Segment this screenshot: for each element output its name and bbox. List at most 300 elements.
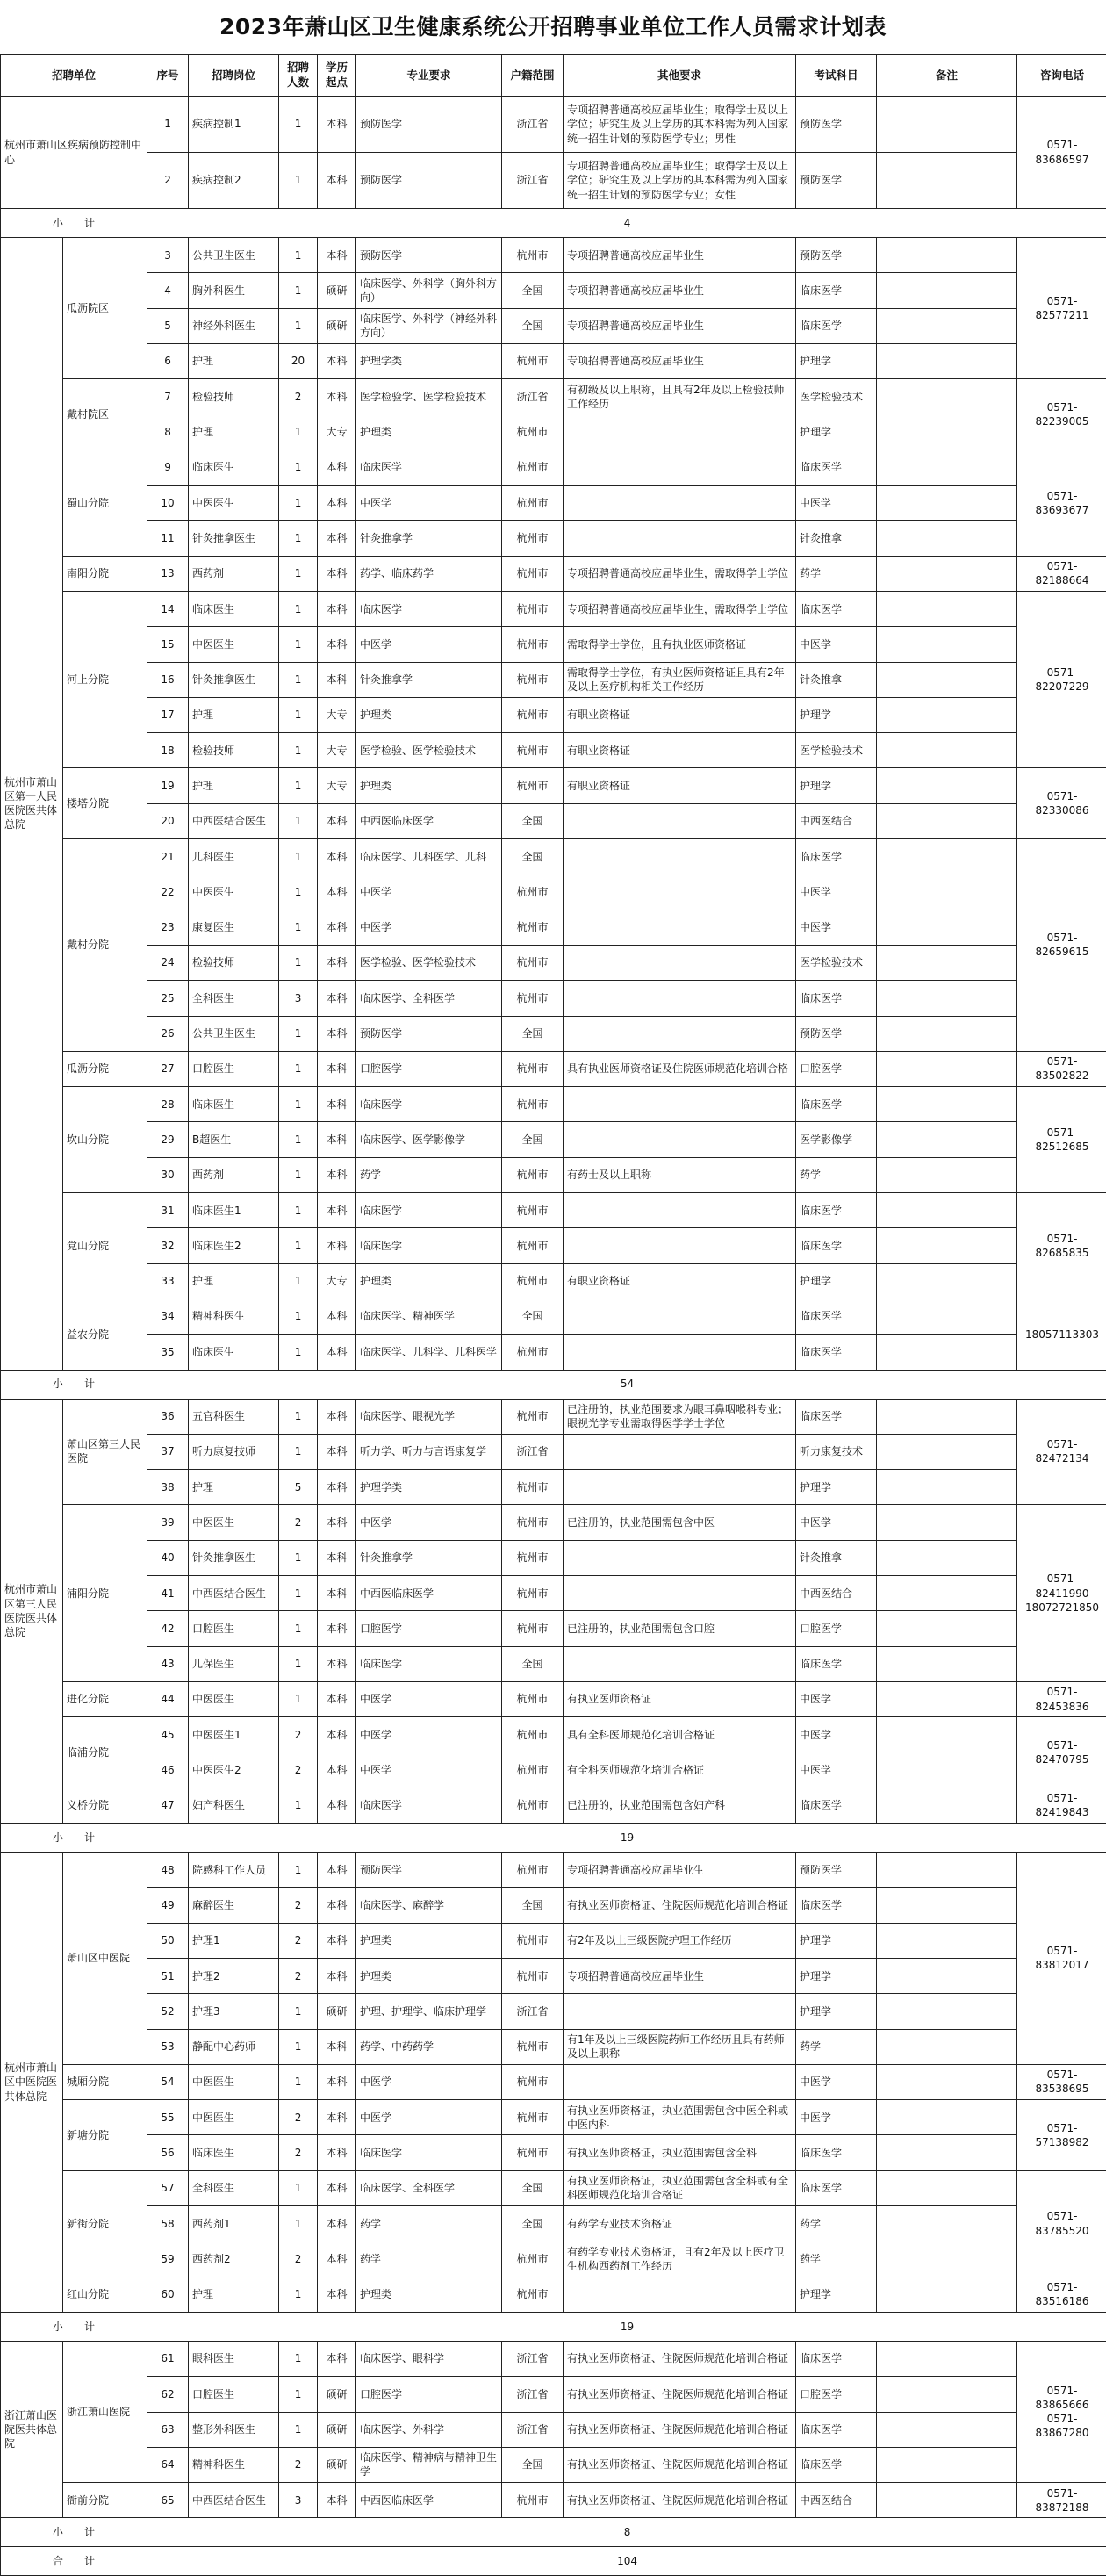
row-education: 本科 <box>318 2483 356 2518</box>
row-exam: 临床医学 <box>796 1228 877 1263</box>
row-note <box>877 1228 1017 1263</box>
row-number: 31 <box>147 1193 189 1228</box>
table-row <box>1 1087 1106 1122</box>
row-position: 护理 <box>189 1470 279 1505</box>
row-number: 56 <box>147 2135 189 2170</box>
header-count: 招聘人数 <box>279 55 318 97</box>
row-household: 杭州市 <box>502 238 564 273</box>
row-exam: 临床医学 <box>796 981 877 1016</box>
row-position: 麻醉医生 <box>189 1888 279 1923</box>
row-major: 临床医学、全科医学 <box>356 2170 502 2205</box>
row-position: 临床医生2 <box>189 1228 279 1263</box>
row-household: 杭州市 <box>502 733 564 768</box>
table-row <box>1 1335 1106 1370</box>
row-other-requirements <box>564 450 796 485</box>
contact-phone: 0571-83785520 <box>1017 2170 1106 2277</box>
row-count: 1 <box>279 2206 318 2241</box>
row-household: 杭州市 <box>502 2135 564 2170</box>
table-row <box>1 379 1106 414</box>
row-count: 2 <box>279 1717 318 1752</box>
row-count: 1 <box>279 627 318 662</box>
row-household: 杭州市 <box>502 2064 564 2099</box>
row-number: 55 <box>147 2100 189 2135</box>
row-count: 2 <box>279 2447 318 2482</box>
row-exam: 中西医结合 <box>796 2483 877 2518</box>
sub-unit-name: 红山分院 <box>63 2277 147 2312</box>
row-exam: 中西医结合 <box>796 1575 877 1610</box>
row-number: 5 <box>147 308 189 343</box>
row-education: 本科 <box>318 1575 356 1610</box>
contact-phone: 0571-83865666 0571-83867280 <box>1017 2341 1106 2482</box>
row-household: 浙江省 <box>502 1434 564 1469</box>
row-household: 杭州市 <box>502 1958 564 1993</box>
contact-phone: 0571-82685835 <box>1017 1193 1106 1299</box>
table-row <box>1 1263 1106 1299</box>
table-row <box>1 1193 1106 1228</box>
row-exam: 针灸推拿 <box>796 662 877 697</box>
row-other-requirements: 需取得学士学位，有执业医师资格证且具有2年及以上医疗机构相关工作经历 <box>564 662 796 697</box>
row-household: 全国 <box>502 2447 564 2482</box>
row-exam: 临床医学 <box>796 1299 877 1334</box>
row-note <box>877 2277 1017 2312</box>
table-row <box>1 414 1106 450</box>
row-other-requirements <box>564 1299 796 1334</box>
unit-name: 浙江萧山医院医共体总院 <box>1 2341 63 2517</box>
row-major: 护理类 <box>356 1958 502 1993</box>
row-exam: 医学影像学 <box>796 1122 877 1157</box>
row-note <box>877 2100 1017 2135</box>
row-position: 口腔医生 <box>189 1611 279 1646</box>
contact-phone: 0571-82207229 <box>1017 591 1106 767</box>
row-major: 中医学 <box>356 910 502 945</box>
row-position: 疾病控制2 <box>189 153 279 209</box>
row-other-requirements <box>564 1122 796 1157</box>
row-note <box>877 1157 1017 1192</box>
row-major: 临床医学、精神病与精神卫生学 <box>356 2447 502 2482</box>
row-position: 中医医生 <box>189 1681 279 1716</box>
row-other-requirements <box>564 2277 796 2312</box>
contact-phone: 0571-83686597 <box>1017 97 1106 209</box>
subtotal-value: 4 <box>147 209 1106 238</box>
row-other-requirements: 已注册的，执业范围要求为眼耳鼻咽喉科专业；眼视光学专业需取得医学学士学位 <box>564 1399 796 1434</box>
row-exam: 临床医学 <box>796 1193 877 1228</box>
row-exam: 预防医学 <box>796 97 877 153</box>
row-exam: 护理学 <box>796 697 877 732</box>
row-household: 全国 <box>502 1888 564 1923</box>
row-position: 儿科医生 <box>189 839 279 874</box>
row-major: 临床医学、外科学（胸外科方向） <box>356 273 502 308</box>
row-exam: 临床医学 <box>796 1788 877 1823</box>
row-position: 胸外科医生 <box>189 273 279 308</box>
sub-unit-name: 浙江萧山医院 <box>63 2341 147 2482</box>
row-number: 52 <box>147 1994 189 2029</box>
row-education: 本科 <box>318 1611 356 1646</box>
row-count: 1 <box>279 1399 318 1434</box>
row-education: 本科 <box>318 556 356 591</box>
row-exam: 临床医学 <box>796 1646 877 1681</box>
row-household: 杭州市 <box>502 627 564 662</box>
row-note <box>877 981 1017 1016</box>
table-row <box>1 839 1106 874</box>
row-number: 58 <box>147 2206 189 2241</box>
row-household: 杭州市 <box>502 486 564 521</box>
row-position: 护理 <box>189 414 279 450</box>
subtotal-label: 小 计 <box>1 2312 147 2341</box>
row-education: 本科 <box>318 874 356 910</box>
table-row <box>1 1051 1106 1086</box>
row-education: 本科 <box>318 2100 356 2135</box>
row-position: 护理 <box>189 343 279 378</box>
contact-phone: 0571-83502822 <box>1017 1051 1106 1086</box>
table-row <box>1 153 1106 209</box>
row-education: 硕研 <box>318 2447 356 2482</box>
table-row <box>1 273 1106 308</box>
row-exam: 药学 <box>796 2241 877 2277</box>
row-major: 中医学 <box>356 874 502 910</box>
row-number: 63 <box>147 2412 189 2447</box>
row-education: 本科 <box>318 153 356 209</box>
row-count: 1 <box>279 2277 318 2312</box>
row-position: 中西医结合医生 <box>189 1575 279 1610</box>
row-other-requirements: 有初级及以上职称，且具有2年及以上检验技师工作经历 <box>564 379 796 414</box>
sub-unit-name: 衙前分院 <box>63 2483 147 2518</box>
row-count: 1 <box>279 839 318 874</box>
row-major: 护理类 <box>356 697 502 732</box>
sub-unit-name: 义桥分院 <box>63 1788 147 1823</box>
row-household: 杭州市 <box>502 1051 564 1086</box>
row-position: 院感科工作人员 <box>189 1853 279 1888</box>
row-major: 临床医学、眼视光学 <box>356 1399 502 1434</box>
row-major: 药学 <box>356 1157 502 1192</box>
row-education: 本科 <box>318 2241 356 2277</box>
row-exam: 药学 <box>796 556 877 591</box>
row-other-requirements: 专项招聘普通高校应届毕业生 <box>564 343 796 378</box>
row-education: 本科 <box>318 1470 356 1505</box>
row-household: 杭州市 <box>502 981 564 1016</box>
row-other-requirements <box>564 1087 796 1122</box>
row-other-requirements: 有药学专业技术资格证 <box>564 2206 796 2241</box>
row-position: 检验技师 <box>189 945 279 980</box>
row-major: 中医学 <box>356 486 502 521</box>
row-exam: 医学检验技术 <box>796 379 877 414</box>
row-major: 临床医学、精神医学 <box>356 1299 502 1334</box>
row-education: 本科 <box>318 1853 356 1888</box>
row-number: 6 <box>147 343 189 378</box>
row-note <box>877 2447 1017 2482</box>
row-note <box>877 803 1017 838</box>
row-other-requirements: 有2年及以上三级医院护理工作经历 <box>564 1923 796 1958</box>
sub-unit-name: 瓜沥分院 <box>63 1051 147 1086</box>
row-major: 临床医学 <box>356 450 502 485</box>
row-major: 中西医临床医学 <box>356 1575 502 1610</box>
row-education: 本科 <box>318 2170 356 2205</box>
row-number: 15 <box>147 627 189 662</box>
row-other-requirements <box>564 1016 796 1051</box>
row-major: 护理、护理学、临床护理学 <box>356 1994 502 2029</box>
row-exam: 药学 <box>796 2206 877 2241</box>
row-other-requirements: 专项招聘普通高校应届毕业生，需取得学士学位 <box>564 591 796 626</box>
contact-phone: 0571-82453836 <box>1017 1681 1106 1716</box>
table-row <box>1 768 1106 803</box>
row-education: 本科 <box>318 521 356 556</box>
row-major: 护理学类 <box>356 1470 502 1505</box>
row-major: 临床医学、眼科学 <box>356 2341 502 2376</box>
row-position: 临床医生 <box>189 450 279 485</box>
sub-unit-name: 楼塔分院 <box>63 768 147 839</box>
row-position: 临床医生 <box>189 1335 279 1370</box>
row-education: 本科 <box>318 803 356 838</box>
total-label: 合 计 <box>1 2547 147 2576</box>
subtotal-value: 19 <box>147 2312 1106 2341</box>
table-row <box>1 2029 1106 2064</box>
row-note <box>877 2241 1017 2277</box>
row-number: 35 <box>147 1335 189 1370</box>
row-note <box>877 1923 1017 1958</box>
row-number: 29 <box>147 1122 189 1157</box>
row-education: 本科 <box>318 97 356 153</box>
row-position: 整形外科医生 <box>189 2412 279 2447</box>
row-other-requirements <box>564 1335 796 1370</box>
table-row <box>1 1505 1106 1540</box>
contact-phone: 0571-82577211 <box>1017 238 1106 379</box>
sub-unit-name: 新塘分院 <box>63 2100 147 2171</box>
row-major: 护理类 <box>356 768 502 803</box>
subtotal-value: 19 <box>147 1824 1106 1853</box>
row-note <box>877 379 1017 414</box>
table-row <box>1 697 1106 732</box>
row-exam: 临床医学 <box>796 1888 877 1923</box>
row-note <box>877 414 1017 450</box>
row-number: 24 <box>147 945 189 980</box>
table-row <box>1 1788 1106 1823</box>
row-major: 临床医学 <box>356 1646 502 1681</box>
row-education: 大专 <box>318 1263 356 1299</box>
row-count: 1 <box>279 273 318 308</box>
row-other-requirements <box>564 945 796 980</box>
contact-phone: 0571-82330086 <box>1017 768 1106 839</box>
row-position: 静配中心药师 <box>189 2029 279 2064</box>
contact-phone: 0571-82239005 <box>1017 379 1106 450</box>
row-major: 中医学 <box>356 1681 502 1716</box>
row-education: 硕研 <box>318 2412 356 2447</box>
row-major: 中医学 <box>356 1505 502 1540</box>
row-count: 1 <box>279 945 318 980</box>
row-education: 本科 <box>318 1434 356 1469</box>
row-exam: 护理学 <box>796 1470 877 1505</box>
row-major: 口腔医学 <box>356 1051 502 1086</box>
contact-phone: 0571-83538695 <box>1017 2064 1106 2099</box>
row-number: 9 <box>147 450 189 485</box>
table-row <box>1 450 1106 485</box>
row-count: 1 <box>279 2064 318 2099</box>
table-row <box>1 591 1106 626</box>
row-position: 护理 <box>189 768 279 803</box>
contact-phone: 0571-82419843 <box>1017 1788 1106 1823</box>
row-position: 检验技师 <box>189 379 279 414</box>
table-row <box>1 874 1106 910</box>
row-count: 3 <box>279 2483 318 2518</box>
row-other-requirements: 已注册的，执业范围需包含妇产科 <box>564 1788 796 1823</box>
row-other-requirements: 专项招聘普通高校应届毕业生，需取得学士学位 <box>564 556 796 591</box>
row-note <box>877 1717 1017 1752</box>
row-other-requirements: 有药士及以上职称 <box>564 1157 796 1192</box>
row-position: 针灸推拿医生 <box>189 1540 279 1575</box>
row-number: 59 <box>147 2241 189 2277</box>
row-household: 杭州市 <box>502 1540 564 1575</box>
sub-unit-name: 戴村分院 <box>63 839 147 1052</box>
row-note <box>877 733 1017 768</box>
row-position: 临床医生 <box>189 2135 279 2170</box>
row-other-requirements <box>564 414 796 450</box>
row-major: 预防医学 <box>356 1016 502 1051</box>
row-note <box>877 2412 1017 2447</box>
row-number: 53 <box>147 2029 189 2064</box>
row-household: 杭州市 <box>502 1335 564 1370</box>
unit-name: 杭州市萧山区中医院医共体总院 <box>1 1853 63 2313</box>
row-number: 25 <box>147 981 189 1016</box>
row-number: 22 <box>147 874 189 910</box>
row-household: 杭州市 <box>502 1853 564 1888</box>
row-major: 临床医学、外科学（神经外科方向） <box>356 308 502 343</box>
row-household: 全国 <box>502 2170 564 2205</box>
row-household: 杭州市 <box>502 1752 564 1788</box>
row-number: 2 <box>147 153 189 209</box>
row-education: 本科 <box>318 591 356 626</box>
row-note <box>877 273 1017 308</box>
row-other-requirements: 专项招聘普通高校应届毕业生 <box>564 1958 796 1993</box>
row-count: 1 <box>279 1681 318 1716</box>
header-no: 序号 <box>147 55 189 97</box>
row-major: 预防医学 <box>356 97 502 153</box>
row-other-requirements <box>564 839 796 874</box>
table-row <box>1 803 1106 838</box>
row-count: 1 <box>279 1646 318 1681</box>
row-number: 43 <box>147 1646 189 1681</box>
table-row <box>1 556 1106 591</box>
row-education: 本科 <box>318 662 356 697</box>
row-education: 本科 <box>318 1157 356 1192</box>
row-major: 医学检验、医学检验技术 <box>356 733 502 768</box>
row-number: 42 <box>147 1611 189 1646</box>
row-other-requirements <box>564 981 796 1016</box>
row-position: 护理 <box>189 2277 279 2312</box>
row-position: 临床医生 <box>189 1087 279 1122</box>
row-number: 16 <box>147 662 189 697</box>
row-other-requirements <box>564 1470 796 1505</box>
row-count: 1 <box>279 308 318 343</box>
row-note <box>877 2483 1017 2518</box>
row-major: 中医学 <box>356 1752 502 1788</box>
row-exam: 中医学 <box>796 1717 877 1752</box>
row-note <box>877 521 1017 556</box>
row-position: 儿保医生 <box>189 1646 279 1681</box>
row-number: 32 <box>147 1228 189 1263</box>
row-exam: 预防医学 <box>796 1016 877 1051</box>
contact-phone: 0571-82472134 <box>1017 1399 1106 1505</box>
row-count: 1 <box>279 1299 318 1334</box>
row-education: 本科 <box>318 910 356 945</box>
row-position: 疾病控制1 <box>189 97 279 153</box>
row-position: 护理 <box>189 1263 279 1299</box>
contact-phone: 0571-82470795 <box>1017 1717 1106 1788</box>
row-other-requirements <box>564 1994 796 2029</box>
row-number: 7 <box>147 379 189 414</box>
row-education: 本科 <box>318 2341 356 2376</box>
table-row <box>1 486 1106 521</box>
table-row <box>1 2206 1106 2241</box>
row-count: 1 <box>279 1157 318 1192</box>
row-position: 西药剂1 <box>189 2206 279 2241</box>
table-row <box>1 521 1106 556</box>
row-major: 临床医学、麻醉学 <box>356 1888 502 1923</box>
row-household: 杭州市 <box>502 874 564 910</box>
row-exam: 护理学 <box>796 768 877 803</box>
row-count: 1 <box>279 768 318 803</box>
row-major: 中医学 <box>356 2100 502 2135</box>
row-count: 1 <box>279 1575 318 1610</box>
row-count: 1 <box>279 153 318 209</box>
row-other-requirements: 有职业资格证 <box>564 768 796 803</box>
row-number: 54 <box>147 2064 189 2099</box>
row-note <box>877 839 1017 874</box>
row-exam: 临床医学 <box>796 2447 877 2482</box>
row-exam: 医学检验技术 <box>796 945 877 980</box>
row-note <box>877 238 1017 273</box>
row-exam: 临床医学 <box>796 450 877 485</box>
row-household: 杭州市 <box>502 1611 564 1646</box>
row-household: 杭州市 <box>502 343 564 378</box>
row-exam: 临床医学 <box>796 2412 877 2447</box>
row-note <box>877 1051 1017 1086</box>
row-household: 浙江省 <box>502 1994 564 2029</box>
table-row <box>1 2241 1106 2277</box>
row-count: 1 <box>279 2412 318 2447</box>
row-other-requirements: 有执业医师资格证、住院医师规范化培训合格证 <box>564 1888 796 1923</box>
row-exam: 口腔医学 <box>796 2377 877 2412</box>
row-note <box>877 1888 1017 1923</box>
row-education: 硕研 <box>318 1994 356 2029</box>
row-household: 杭州市 <box>502 945 564 980</box>
row-position: 中医医生2 <box>189 1752 279 1788</box>
row-note <box>877 2170 1017 2205</box>
row-household: 全国 <box>502 1299 564 1334</box>
row-household: 杭州市 <box>502 1157 564 1192</box>
row-education: 硕研 <box>318 2377 356 2412</box>
row-major: 护理类 <box>356 2277 502 2312</box>
table-row <box>1 1575 1106 1610</box>
row-count: 1 <box>279 2170 318 2205</box>
table-row <box>1 733 1106 768</box>
row-major: 医学检验学、医学检验技术 <box>356 379 502 414</box>
row-education: 本科 <box>318 343 356 378</box>
row-note <box>877 1575 1017 1610</box>
row-count: 1 <box>279 1434 318 1469</box>
row-exam: 预防医学 <box>796 153 877 209</box>
row-household: 杭州市 <box>502 1470 564 1505</box>
table-row <box>1 1157 1106 1192</box>
row-count: 1 <box>279 2029 318 2064</box>
sub-unit-name: 戴村院区 <box>63 379 147 450</box>
row-note <box>877 1087 1017 1122</box>
row-count: 1 <box>279 238 318 273</box>
row-major: 临床医学 <box>356 1087 502 1122</box>
row-count: 1 <box>279 1193 318 1228</box>
row-exam: 临床医学 <box>796 273 877 308</box>
unit-name: 杭州市萧山区第一人民医院医共体总院 <box>1 238 63 1371</box>
row-note <box>877 486 1017 521</box>
row-major: 预防医学 <box>356 1853 502 1888</box>
row-household: 杭州市 <box>502 1681 564 1716</box>
